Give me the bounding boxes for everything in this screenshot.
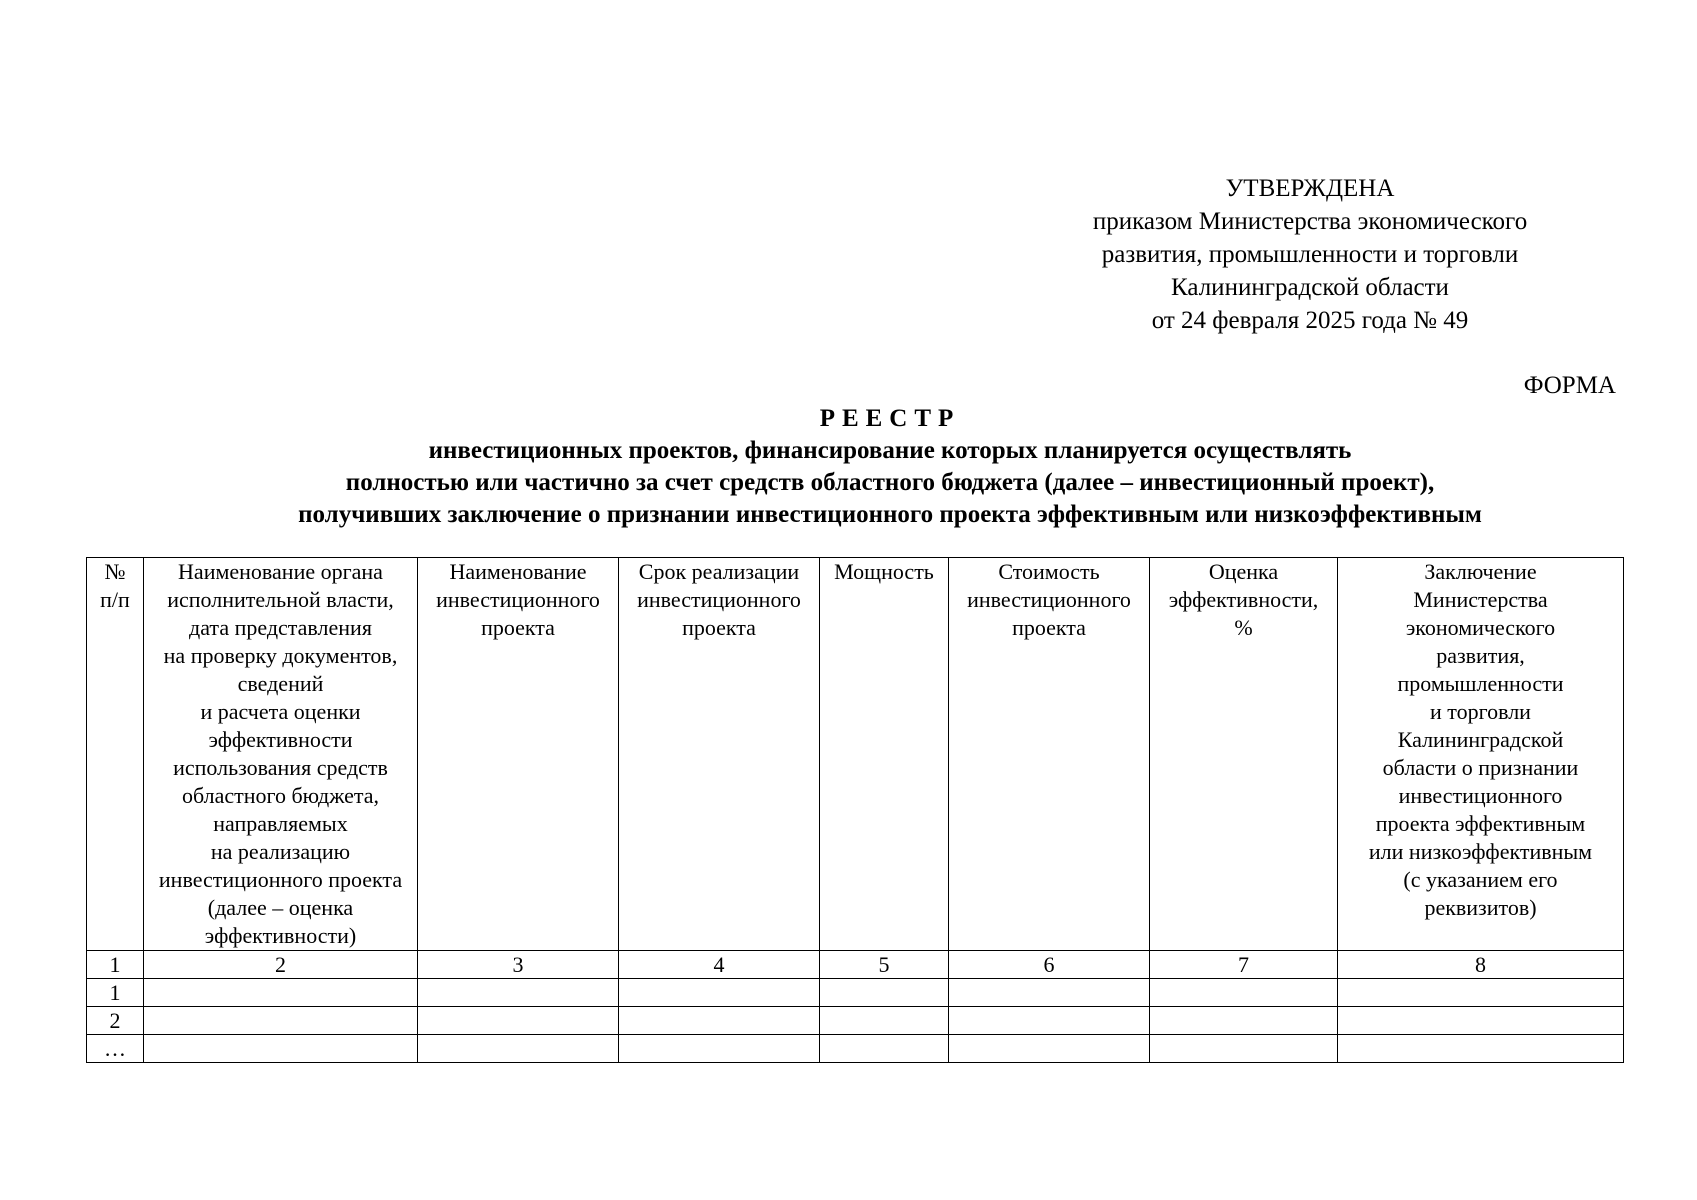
table-cell — [949, 1007, 1150, 1035]
table-cell: 3 — [418, 951, 619, 979]
table-cell — [418, 1035, 619, 1063]
table-row-numbering — [87, 951, 1624, 979]
table-cell: 5 — [820, 951, 949, 979]
table-cell — [619, 979, 820, 1007]
table-cell — [1338, 1007, 1624, 1035]
header-cell-number: № п/п — [87, 558, 144, 951]
table-row — [87, 1035, 1624, 1063]
table-cell — [144, 1007, 418, 1035]
table-cell — [1338, 1035, 1624, 1063]
header-cell-capacity: Мощность — [820, 558, 949, 951]
approval-line: от 24 февраля 2025 года № 49 — [1151, 307, 1469, 334]
header-cell-term: Срок реализации инвестиционного проекта — [619, 558, 820, 951]
title-line: полностью или частично за счет средств областного бюджета (далее – инвестиционный проект), — [345, 469, 1435, 496]
table-cell: … — [87, 1035, 144, 1063]
table-cell — [949, 1035, 1150, 1063]
table-cell: 6 — [949, 951, 1150, 979]
table-cell — [949, 979, 1150, 1007]
table-cell — [820, 979, 949, 1007]
table-cell — [1338, 979, 1624, 1007]
title-heading: РЕЕСТР — [819, 405, 961, 432]
title-line: инвестиционных проектов, финансирование которых планируется осуществлять — [428, 437, 1352, 464]
header-cell-project-name: Наименование инвестиционного проекта — [418, 558, 619, 951]
approval-line: приказом Министерства экономического — [1092, 208, 1528, 235]
table-header-row — [87, 558, 1624, 951]
table-cell: 1 — [87, 951, 144, 979]
table-cell — [144, 1035, 418, 1063]
approval-line: Калининградской области — [1171, 274, 1449, 301]
header-cell-conclusion: Заключение Министерства экономического развития, промышленности и торговли Калининградской области о признании инвестиционного проекта эффективным или низкоэффективным (с указанием его реквизитов) — [1338, 558, 1624, 951]
approval-block — [1090, 172, 1530, 337]
table-cell — [619, 1035, 820, 1063]
table-cell — [820, 1007, 949, 1035]
table-row — [87, 1007, 1624, 1035]
table-cell — [619, 1007, 820, 1035]
header-cell-efficiency: Оценка эффективности, % — [1150, 558, 1338, 951]
registry-table — [86, 557, 1624, 1063]
table-cell — [820, 1035, 949, 1063]
header-cell-cost: Стоимость инвестиционного проекта — [949, 558, 1150, 951]
table-cell — [1150, 979, 1338, 1007]
table-cell: 8 — [1338, 951, 1624, 979]
table-cell: 1 — [87, 979, 144, 1007]
table-cell: 2 — [87, 1007, 144, 1035]
table-cell — [418, 1007, 619, 1035]
table-row — [87, 979, 1624, 1007]
form-label: ФОРМА — [1523, 372, 1616, 399]
table-cell — [418, 979, 619, 1007]
header-cell-authority: Наименование органа исполнительной власти, дата представления на проверку документов, сведений и расчета оценки эффективности использования средств областного бюджета, направляемых на реализацию инвестиционного проекта (далее – оценка эффективности) — [144, 558, 418, 951]
table-cell — [1150, 1007, 1338, 1035]
title-line: получивших заключение о признании инвестиционного проекта эффективным или низкоэффективным — [298, 501, 1482, 528]
table-cell — [144, 979, 418, 1007]
approval-line: развития, промышленности и торговли — [1101, 241, 1519, 268]
table-cell: 7 — [1150, 951, 1338, 979]
table-cell: 2 — [144, 951, 418, 979]
table-cell: 4 — [619, 951, 820, 979]
document-title — [0, 403, 1697, 531]
table-cell — [1150, 1035, 1338, 1063]
approval-line: УТВЕРЖДЕНА — [1225, 175, 1395, 202]
